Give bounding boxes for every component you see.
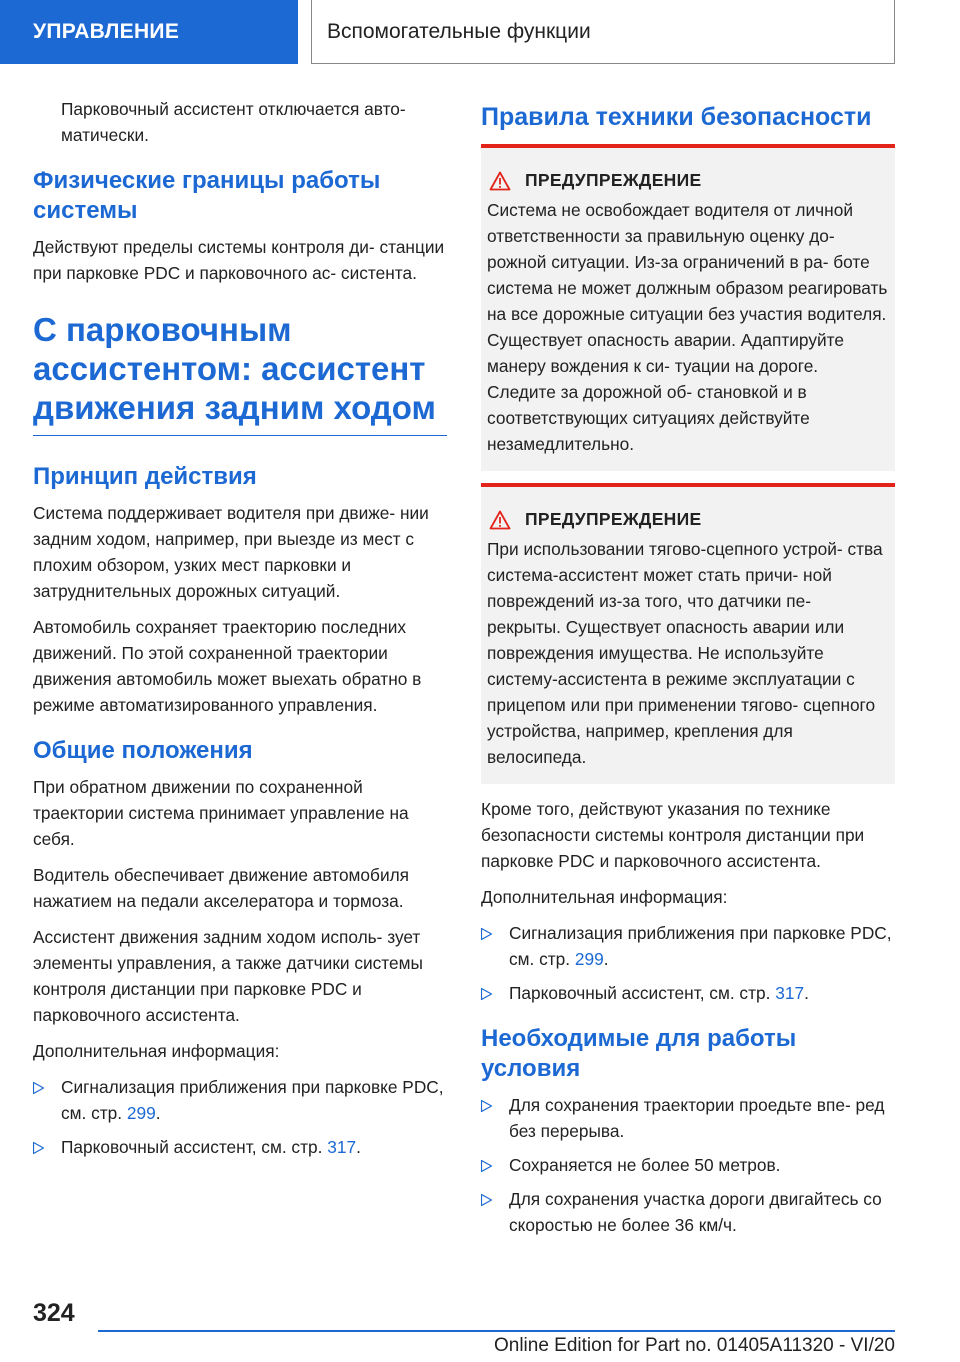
list-item: Парковочный ассистент, см. стр. 317. <box>33 1134 447 1160</box>
warning-text: Система не освобождает водителя от личной ответственности за правильную оценку до- рожной ситуации. Из-за ограничений в ра- боте система не может должным образом реагировать на все дорожные ситуации без участия водителя. Существует опасность аварии. Адаптируйте манеру вождения к си- туации на дороге. Следите за дорожной об- становкой и в соответствующих ситуациях действуйте незамедлительно. <box>487 200 888 454</box>
general-paragraph-2: Водитель обеспечивает движение автомобиля нажатием на педали акселератора и тормоза. <box>33 865 410 911</box>
page-number: 324 <box>33 1299 75 1327</box>
warning-box <box>481 148 895 471</box>
list-item: Сигнализация приближения при парковке PDC, см. стр. 299. <box>481 920 895 972</box>
safety-heading: Правила техники безопасности <box>481 103 872 131</box>
header-chapter-title: Вспомогательные функции <box>311 0 895 64</box>
conditions-heading: Необходимые для работы условия <box>481 1025 797 1082</box>
header-section-label: УПРАВЛЕНИЕ <box>0 0 298 64</box>
right-column <box>481 96 895 1248</box>
reference-list <box>481 920 895 1006</box>
general-heading: Общие положения <box>33 737 253 764</box>
reference-text: Парковочный ассистент, см. стр. <box>509 983 776 1003</box>
bullet-triangle-icon <box>481 928 492 940</box>
bullet-triangle-icon <box>481 988 492 1000</box>
page-link[interactable]: 317 <box>327 1137 357 1157</box>
condition-text: Для сохранения участка дороги двигайтесь со скоростью не более 36 км/ч. <box>509 1189 882 1235</box>
limits-heading: Физические границы работы системы <box>33 167 381 224</box>
warning-text: При использовании тягово-сцепного устрой- ства система-ассистент может стать причи- ной повреждений из-за того, что датчики пе- рекрыты. Существует опасность аварии или повреждения имущества. Не используйте систему-ассистента в режиме эксплуатации с прицепом или при применении тягово- сцепного устройства, например, крепления для велосипеда. <box>487 539 883 767</box>
principle-paragraph-1: Система поддерживает водителя при движе- нии задним ходом, например, при выезде из мест с плохим обзором, узких мест парковки и затруднительных дорожных ситуаций. <box>33 503 429 601</box>
reference-list <box>33 1074 447 1160</box>
list-item: Сигнализация приближения при парковке PDC, см. стр. 299. <box>33 1074 447 1126</box>
warning-title-text: ПРЕДУПРЕЖДЕНИЕ <box>525 170 702 190</box>
bullet-triangle-icon <box>33 1082 44 1094</box>
bullet-triangle-icon <box>481 1100 492 1112</box>
main-heading: С парковочным ассистентом: ассистент движения задним ходом <box>33 310 447 436</box>
principle-heading: Принцип действия <box>33 463 257 490</box>
reference-text: Сигнализация приближения при парковке PDC, см. стр. <box>61 1077 444 1123</box>
page-link[interactable]: 299 <box>574 949 604 969</box>
warning-title-text: ПРЕДУПРЕЖДЕНИЕ <box>525 509 702 529</box>
footer-edition-text: Online Edition for Part no. 01405A11320 - VI/20 <box>493 1335 895 1356</box>
warning-title <box>487 509 889 530</box>
list-item <box>481 1152 895 1178</box>
warning-triangle-icon <box>489 510 511 530</box>
additional-safety-text: Кроме того, действуют указания по технике безопасности системы контроля дистанции при парковке PDC и парковочного ассистента. <box>481 799 865 871</box>
bullet-triangle-icon <box>33 1142 44 1154</box>
bullet-triangle-icon <box>481 1194 492 1206</box>
list-item: Парковочный ассистент, см. стр. 317. <box>481 980 895 1006</box>
warning-title <box>487 170 889 191</box>
general-paragraph-3: Ассистент движения задним ходом исполь- зует элементы управления, а также датчики системы контроля дистанции при парковке PDC и парковочного ассистента. <box>33 927 423 1025</box>
left-column <box>33 96 447 1170</box>
principle-paragraph-2: Автомобиль сохраняет траекторию последних движений. По этой сохраненной траектории движения автомобиль может выехать обратно в режиме автоматизированного управления. <box>33 617 422 715</box>
limits-text: Действуют пределы системы контроля ди- станции при парковке PDC и парковочного ас- систента. <box>33 237 445 283</box>
page-link[interactable]: 317 <box>775 983 805 1003</box>
intro-text: Парковочный ассистент отключается авто- матически. <box>61 99 406 145</box>
list-item <box>481 1092 895 1144</box>
condition-text: Сохраняется не более 50 метров. <box>509 1155 781 1175</box>
more-info-label: Дополнительная информация: <box>33 1041 280 1061</box>
general-paragraph-1: При обратном движении по сохраненной траектории система принимает управление на себя. <box>33 777 409 849</box>
list-item <box>481 1186 895 1238</box>
condition-text: Для сохранения траектории проедьте впе- ред без перерыва. <box>509 1095 885 1141</box>
footer-divider <box>98 1330 895 1332</box>
warning-triangle-icon <box>489 171 511 191</box>
warning-box <box>481 487 895 784</box>
bullet-triangle-icon <box>481 1160 492 1172</box>
reference-text: Сигнализация приближения при парковке PDC, см. стр. <box>509 923 892 969</box>
conditions-list <box>481 1092 895 1238</box>
reference-text: Парковочный ассистент, см. стр. <box>61 1137 328 1157</box>
page-link[interactable]: 299 <box>126 1103 156 1123</box>
more-info-label: Дополнительная информация: <box>481 887 728 907</box>
